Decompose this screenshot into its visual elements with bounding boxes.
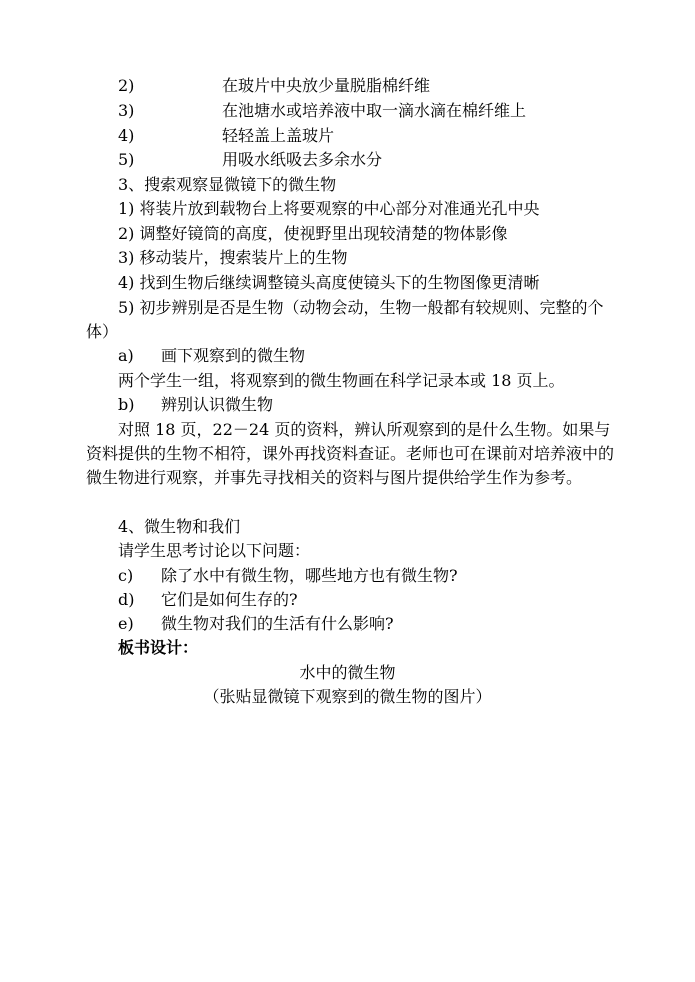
sub-item-text: 辨别认识微生物: [161, 395, 274, 414]
question-text: 除了水中有微生物，哪些地方也有微生物?: [161, 566, 458, 585]
section-3-title: 3、搜索观察显微镜下的微生物: [118, 175, 337, 194]
board-subtitle: （张贴显微镜下观察到的微生物的图片）: [203, 687, 492, 706]
section-3-item: 2) 调整好镜筒的高度，使视野里出现较清楚的物体影像: [118, 224, 508, 243]
sub-item-number: a): [118, 346, 134, 365]
step-number: 2): [118, 76, 135, 95]
step-text: 用吸水纸吸去多余水分: [222, 150, 383, 169]
question-c: [118, 564, 458, 588]
sub-item-number: b): [118, 395, 135, 414]
step-number: 4): [118, 126, 135, 145]
question-number: c): [118, 566, 134, 585]
board-title: 水中的微生物: [299, 663, 396, 682]
sub-item-text: 画下观察到的微生物: [161, 346, 306, 365]
step-3: [118, 99, 526, 123]
sub-item-a-paragraph: 两个学生一组，将观察到的微生物画在科学记录本或 18 页上。: [118, 371, 565, 390]
step-4: [118, 124, 334, 148]
sub-item-b: [118, 393, 273, 417]
question-d: [118, 588, 298, 612]
question-number: d): [118, 590, 135, 609]
step-number: 3): [118, 101, 135, 120]
step-2: [118, 74, 430, 98]
step-text: 在池塘水或培养液中取一滴水滴在棉纤维上: [222, 101, 527, 120]
board-design-heading: 板书设计：: [118, 638, 199, 657]
question-number: e): [118, 614, 134, 633]
step-text: 在玻片中央放少量脱脂棉纤维: [222, 76, 431, 95]
section-3-item: 4) 找到生物后继续调整镜头高度使镜头下的生物图像更清晰: [118, 273, 540, 292]
section-3-item: 5) 初步辨别是否是生物（动物会动，生物一般都有较规则、完整的个体）: [86, 298, 604, 341]
step-text: 轻轻盖上盖玻片: [222, 126, 335, 145]
sub-item-a: [118, 344, 305, 368]
section-4-title: 4、微生物和我们: [118, 517, 241, 536]
step-5: [118, 148, 382, 172]
section-3-item: 1) 将装片放到载物台上将要观察的中心部分对准通光孔中央: [118, 199, 540, 218]
sub-item-b-paragraph: 对照 18 页，22－24 页的资料，辨认所观察到的是什么生物。如果与资料提供的生物不相符，课外再找资料查证。老师也可在课前对培养液中的微生物进行观察，并事先寻找相关的资料与图片提供给学生作为参考。: [86, 420, 615, 487]
question-text: 微生物对我们的生活有什么影响?: [161, 614, 394, 633]
section-4-prompt: 请学生思考讨论以下问题：: [118, 541, 311, 560]
step-number: 5): [118, 150, 135, 169]
section-3-item: 3) 移动装片，搜索装片上的生物: [118, 248, 348, 267]
question-e: [118, 612, 394, 636]
question-text: 它们是如何生存的?: [161, 590, 298, 609]
